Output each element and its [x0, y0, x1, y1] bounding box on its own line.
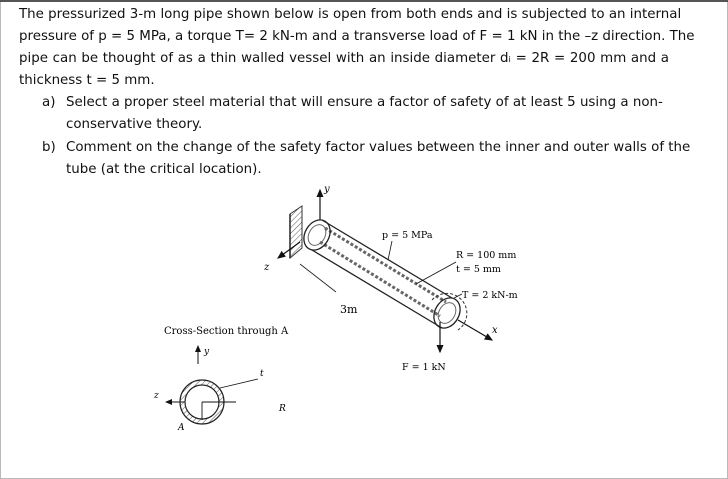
- cs-a-label: A: [178, 423, 185, 433]
- force-label: F = 1 kN: [402, 362, 446, 373]
- length-label: 3m: [340, 303, 358, 316]
- question-b-line-1: Comment on the change of the safety factor values between the inner and outer walls of the: [66, 140, 691, 155]
- cs-y-label: y: [204, 347, 210, 357]
- torque-leader: [454, 294, 462, 298]
- y-axis-label: y: [324, 184, 330, 195]
- cs-t-label: t: [260, 369, 264, 379]
- pressure-label: p = 5 MPa: [382, 230, 433, 241]
- cross-section: [153, 346, 286, 433]
- question-b-line-2: tube (at the critical location).: [66, 162, 262, 177]
- question-a-line-2: conservative theory.: [66, 117, 203, 132]
- problem-statement: [19, 4, 695, 92]
- problem-line-2: pressure of p = 5 MPa, a torque T= 2 kN-m and a transverse load of F = 1 kN in the –z direction. The: [19, 29, 695, 44]
- pipe-figure: [140, 180, 560, 440]
- cs-r-label: R: [279, 404, 286, 414]
- x-axis-label: x: [492, 325, 498, 336]
- pressure-leader: [388, 241, 392, 260]
- radius-label: R = 100 mm: [456, 250, 517, 261]
- radius-leader: [416, 262, 456, 284]
- length-dimension-line: [300, 264, 336, 292]
- problem-line-1: The pressurized 3-m long pipe shown below is open from both ends and is subjected to an internal: [19, 7, 682, 22]
- fixed-wall: [290, 206, 302, 258]
- problem-line-3: pipe can be thought of as a thin walled vessel with an inside diameter dᵢ = 2R = 200 mm and a: [19, 51, 669, 66]
- x-axis-arrow: [458, 320, 492, 340]
- problem-line-4: thickness t = 5 mm.: [19, 73, 155, 88]
- thickness-label: t = 5 mm: [456, 264, 501, 275]
- question-b-label: b): [42, 140, 56, 155]
- z-axis-label: z: [264, 262, 270, 273]
- question-a-line-1: Select a proper steel material that will ensure a factor of safety of at least 5 using a non-: [66, 95, 663, 110]
- top-rule: [0, 0, 728, 2]
- question-a-label: a): [42, 95, 56, 110]
- torque-label: T = 2 kN-m: [462, 290, 518, 301]
- cross-section-title: Cross-Section through A: [164, 326, 289, 337]
- cs-z-label: z: [154, 391, 159, 401]
